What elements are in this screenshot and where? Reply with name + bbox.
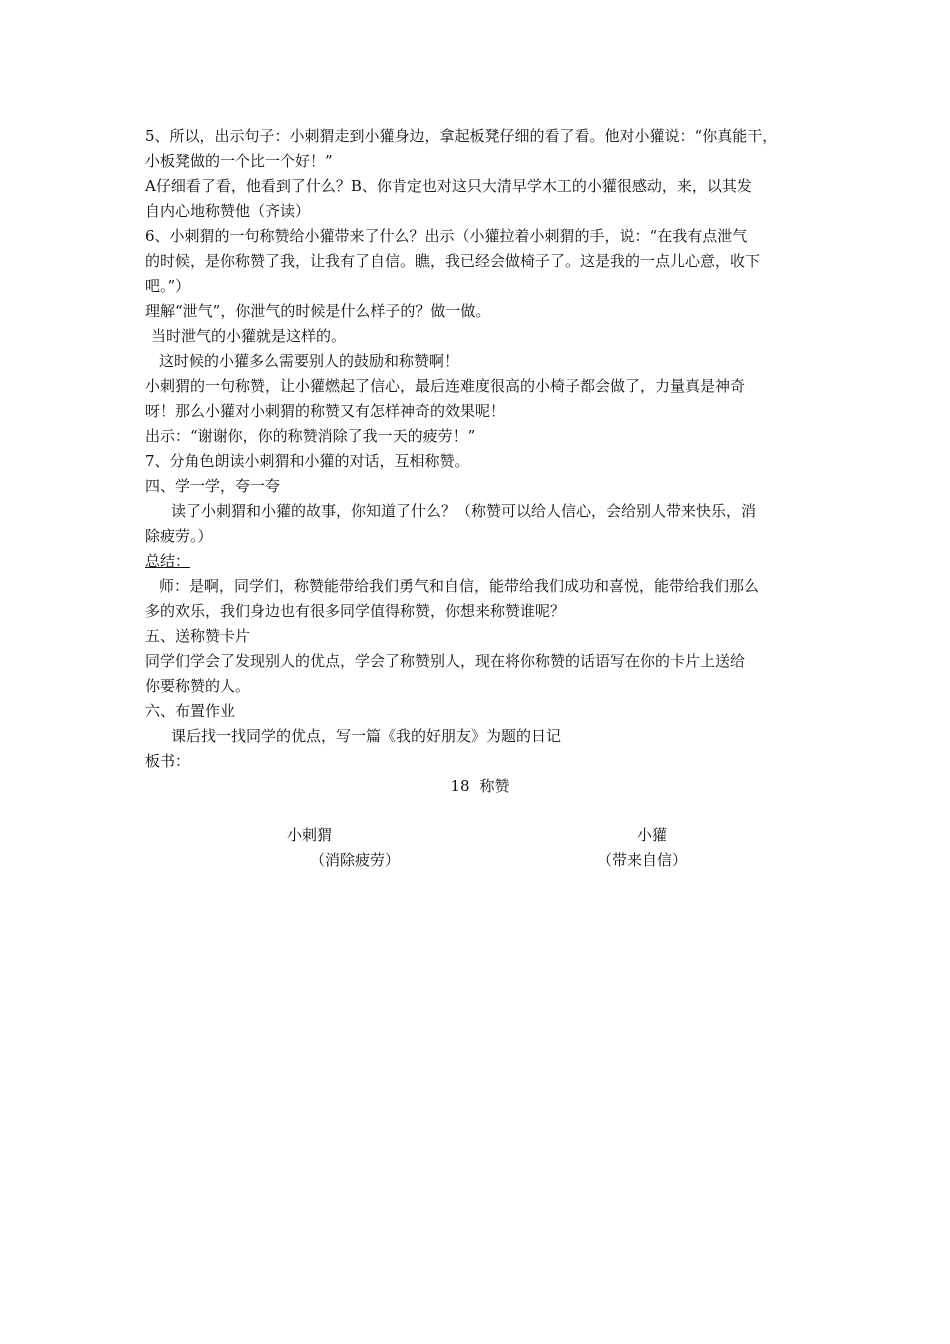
- board-lesson-title: 称赞: [479, 777, 510, 795]
- text-line: 你要称赞的人。: [145, 677, 251, 695]
- board-heading: 板书：: [145, 752, 191, 770]
- board-left-note: （消除疲劳）: [310, 851, 401, 869]
- text-line: 自内心地称赞他（齐读）: [145, 202, 311, 220]
- section-heading: 六、布置作业: [145, 702, 236, 720]
- text-line: 吧。”）: [145, 277, 191, 295]
- text-line: 呀！那么小獾对小刺猬的称赞又有怎样神奇的效果呢！: [145, 402, 506, 420]
- board-lesson-number: 18: [450, 777, 470, 795]
- section-heading: 五、送称赞卡片: [145, 627, 251, 645]
- board-spacer: [145, 799, 815, 823]
- summary-heading: 总结：: [145, 552, 191, 570]
- text-line: 当时泄气的小獾就是这样的。: [151, 327, 347, 345]
- board-right-note: （带来自信）: [597, 851, 688, 869]
- text-line: 读了小刺猬和小獾的故事，你知道了什么？（称赞可以给人信心，会给别人带来快乐，消: [171, 502, 757, 520]
- text-line: 课后找一找同学的优点，写一篇《我的好朋友》为题的日记: [171, 727, 562, 745]
- board-right-name: 小獾: [637, 826, 668, 844]
- text-line: 出示：“谢谢你，你的称赞消除了我一天的疲劳！”: [145, 427, 476, 445]
- section-heading: 四、学一学，夸一夸: [145, 477, 281, 495]
- text-line: 6、小刺猬的一句称赞给小獾带来了什么？出示（小獾拉着小刺猬的手，说：“在我有点泄气: [145, 227, 748, 245]
- board-notes-row: [145, 848, 815, 873]
- text-line: 这时候的小獾多么需要别人的鼓励和称赞啊！: [159, 352, 460, 370]
- text-line: 的时候，是你称赞了我，让我有了自信。瞧，我已经会做椅子了。这是我的一点儿心意，收下: [145, 252, 761, 270]
- lesson-plan-body: [145, 124, 815, 873]
- board-title: [145, 774, 815, 799]
- text-line: A仔细看了看，他看到了什么？B、你肯定也对这只大清早学木工的小獾很感动，来，以其发: [145, 177, 752, 195]
- text-line: 师：是啊，同学们，称赞能带给我们勇气和自信，能带给我们成功和喜悦，能带给我们那么: [159, 577, 760, 595]
- board-names-row: [145, 823, 815, 848]
- text-line: 多的欢乐，我们身边也有很多同学值得称赞，你想来称赞谁呢？: [145, 602, 566, 620]
- board-left-name: 小刺猬: [287, 826, 333, 844]
- text-line: 除疲劳。）: [145, 527, 213, 545]
- text-line: 理解“泄气”，你泄气的时候是什么样子的？做一做。: [145, 302, 491, 320]
- text-line: 7、分角色朗读小刺猬和小獾的对话，互相称赞。: [145, 452, 470, 470]
- text-line: 5、所以，出示句子：小刺猬走到小獾身边，拿起板凳仔细的看了看。他对小獾说：“你真能干，: [145, 127, 778, 145]
- text-line: 小板凳做的一个比一个好！”: [145, 152, 333, 170]
- text-line: 小刺猬的一句称赞，让小獾燃起了信心，最后连难度很高的小椅子都会做了，力量真是神奇: [145, 377, 746, 395]
- text-line: 同学们学会了发现别人的优点，学会了称赞别人，现在将你称赞的话语写在你的卡片上送给: [145, 652, 746, 670]
